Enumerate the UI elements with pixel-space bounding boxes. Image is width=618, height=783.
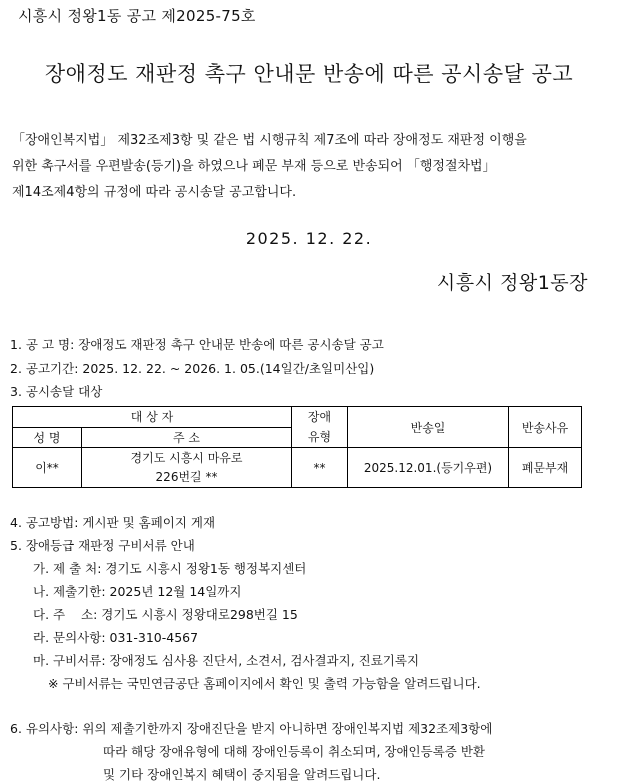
header-address: 주 소 [82, 427, 292, 448]
item-caution-line: 6. 유의사항: 위의 제출기한까지 장애진단을 받지 아니하면 장애인복지법 제32조제3항에 [10, 721, 493, 736]
sub-item-documents: 마. 구비서류: 장애정도 심사용 진단서, 소견서, 검사결과지, 진료기록지 [33, 653, 420, 668]
paragraph-line: 「장애인복지법」 제32조제3항 및 같은 법 시행규칙 제7조에 따라 장애정도 재판정 이행을 [12, 133, 527, 148]
sub-item-inquiry: 라. 문의사항: 031-310-4567 [33, 630, 199, 645]
intro-paragraph [12, 128, 594, 206]
documents-note: ※ 구비서류는 국민연금공단 홈페이지에서 확인 및 출력 가능함을 알려드립니다. [48, 676, 481, 691]
item-caution-line: 따라 해당 장애유형에 대해 장애인등록이 취소되며, 장애인등록증 반환 [103, 744, 485, 759]
cell-address [82, 448, 292, 488]
cell-return-reason: 폐문부재 [509, 448, 582, 488]
item-notice-period: 2. 공고기간: 2025. 12. 22. ~ 2026. 1. 05.(14일간/초일미산입) [10, 361, 375, 376]
cell-return-date: 2025.12.01.(등기우편) [348, 448, 509, 488]
item-notice-method: 4. 공고방법: 게시판 및 홈페이지 게재 [10, 515, 216, 530]
address-line: 경기도 시흥시 마유로 [130, 450, 243, 465]
item-caution-line: 및 기타 장애인복지 혜택이 중지됨을 알려드립니다. [103, 767, 381, 782]
paragraph-line: 위한 촉구서를 우편발송(등기)을 하였으나 폐문 부재 등으로 반송되어 「행정절차법」 [12, 159, 496, 174]
sub-item-submit-place: 가. 제 출 처: 경기도 시흥시 정왕1동 행정복지센터 [33, 561, 307, 576]
header-return-reason: 반송사유 [509, 407, 582, 448]
notice-title: 장애정도 재판정 촉구 안내문 반송에 따른 공시송달 공고 [44, 62, 574, 86]
header-return-date: 반송일 [348, 407, 509, 448]
cell-disability-type: ** [292, 448, 348, 488]
address-line: 226번길 ** [155, 469, 218, 484]
notice-date: 2025. 12. 22. [245, 229, 373, 248]
document-number: 시흥시 정왕1동 공고 제2025-75호 [18, 7, 256, 25]
table-row [13, 448, 582, 488]
sub-item-address: 다. 주 소: 경기도 시흥시 정왕대로298번길 15 [33, 607, 298, 622]
header-disability-type: 장애 유형 [292, 407, 348, 448]
target-table [12, 406, 582, 488]
header-target: 대 상 자 [13, 407, 292, 428]
header-name: 성 명 [13, 427, 82, 448]
cell-name: 이** [13, 448, 82, 488]
item-target-heading: 3. 공시송달 대상 [10, 384, 103, 399]
issuer-signature: 시흥시 정왕1동장 [436, 272, 588, 294]
item-documents-heading: 5. 장애등급 재판정 구비서류 안내 [10, 538, 195, 553]
item-notice-name: 1. 공 고 명: 장애정도 재판정 촉구 안내문 반송에 따른 공시송달 공고 [10, 337, 384, 352]
paragraph-line: 제14조제4항의 규정에 따라 공시송달 공고합니다. [12, 185, 297, 200]
sub-item-deadline: 나. 제출기한: 2025년 12월 14일까지 [33, 584, 242, 599]
